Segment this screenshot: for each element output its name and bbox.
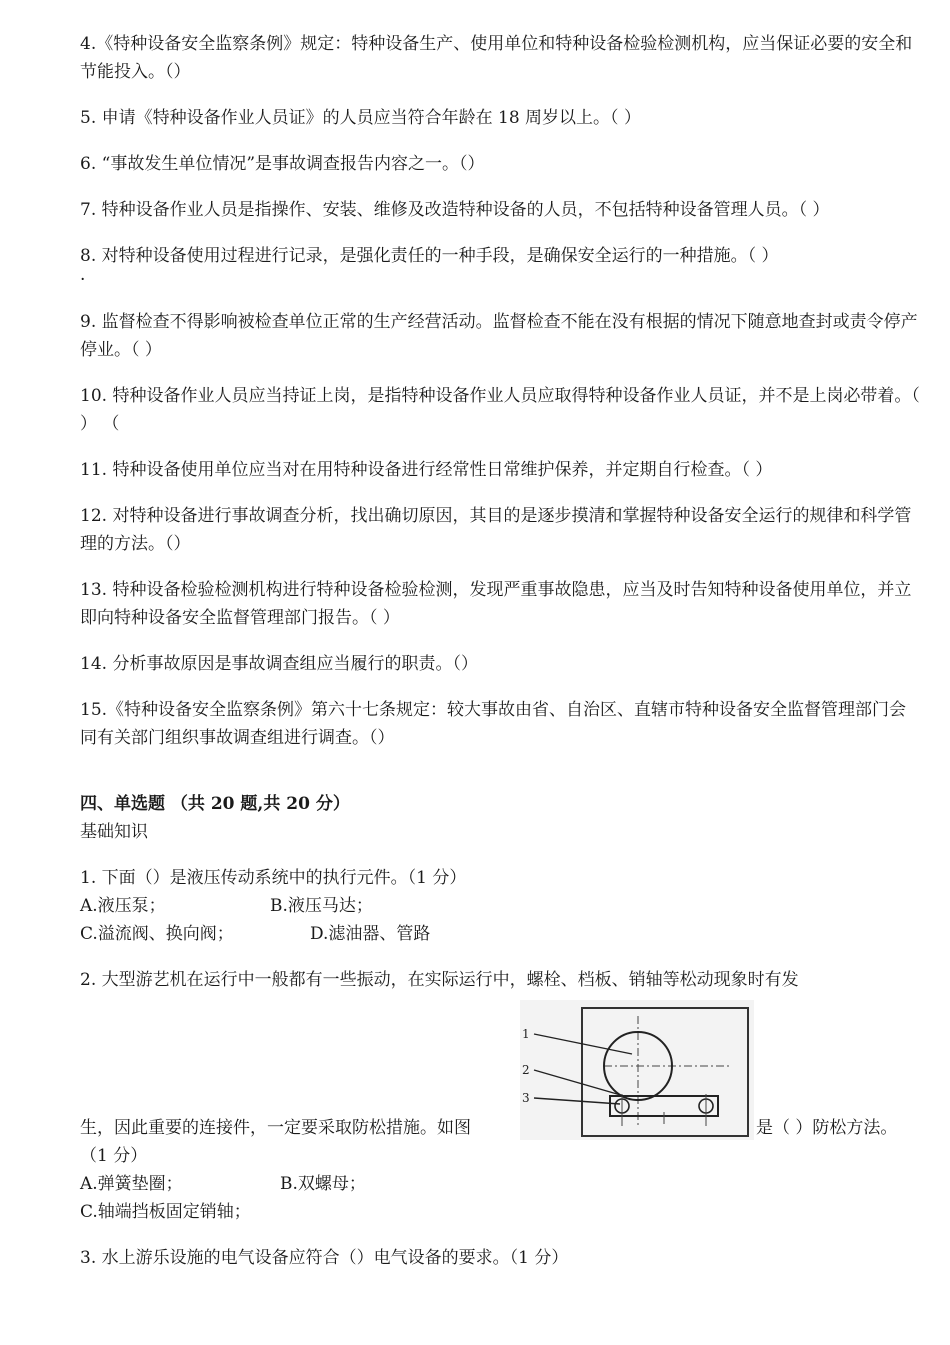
figure-label-2: 2	[522, 1063, 530, 1077]
mc-question-3-stem: 3. 水上游乐设施的电气设备应符合（）电气设备的要求。（1 分）	[80, 1248, 569, 1268]
tf-question-11: 11. 特种设备使用单位应当对在用特种设备进行经常性日常维护保养，并定期自行检查。（ ）	[80, 460, 773, 480]
figure-background	[520, 1000, 754, 1140]
anti-loosening-figure	[520, 1000, 754, 1140]
mc-q1-option-c: C.溢流阀、换向阀；	[80, 924, 234, 944]
tf-question-7: 7. 特种设备作业人员是指操作、安装、维修及改造特种设备的人员，不包括特种设备管理人员。（ ）	[80, 200, 830, 220]
tf-question-13: 13. 特种设备检验检测机构进行特种设备检验检测，发现严重事故隐患，应当及时告知特种设备使用单位，并立即向特种设备安全监督管理部门报告。（ ）	[80, 580, 912, 628]
mc-question-2-options-row-1	[80, 1170, 920, 1198]
mc-question-2	[80, 966, 920, 1226]
figure-label-1: 1	[522, 1027, 530, 1041]
tf-question-10: 10. 特种设备作业人员应当持证上岗，是指特种设备作业人员应取得特种设备作业人员证，并不是上岗必带着。（ ） （	[80, 386, 920, 434]
mc-q2-option-a: A.弹簧垫圈；	[80, 1174, 183, 1194]
mc-q2-option-c: C.轴端挡板固定销轴；	[80, 1202, 251, 1222]
tf-question-5: 5. 申请《特种设备作业人员证》的人员应当符合年龄在 18 周岁以上。（ ）	[80, 108, 641, 128]
mc-question-2-line-2	[80, 994, 920, 1142]
figure-label-3: 3	[522, 1091, 530, 1105]
section-subtitle: 基础知识	[80, 822, 148, 842]
mc-question-2-line-2-left: 生，因此重要的连接件，一定要采取防松措施。如图	[80, 1118, 471, 1138]
mc-question-1	[80, 864, 920, 948]
section-title: 四、单选题 （共 20 题,共 20 分）	[80, 794, 350, 814]
tf-question-8: 8. 对特种设备使用过程进行记录，是强化责任的一种手段，是确保安全运行的一种措施。（ ）	[80, 246, 779, 266]
mc-question-1-options-row-1	[80, 892, 920, 920]
mc-q1-option-d: D.滤油器、管路	[310, 924, 431, 944]
mc-question-1-stem: 1. 下面（）是液压传动系统中的执行元件。（1 分）	[80, 868, 467, 888]
mc-question-1-options-row-2	[80, 920, 920, 948]
tf-question-15: 15.《特种设备安全监察条例》第六十七条规定：较大事故由省、自治区、直辖市特种设备安全监督管理部门会同有关部门组织事故调查组进行调查。（）	[80, 700, 907, 748]
mc-q1-option-b: B.液压马达；	[270, 896, 373, 916]
tf-question-6: 6. “事故发生单位情况”是事故调查报告内容之一。（）	[80, 154, 485, 174]
stray-mark: ·	[80, 270, 86, 290]
document-page	[80, 30, 920, 1290]
tf-question-9: 9. 监督检查不得影响被检查单位正常的生产经营活动。监督检查不能在没有根据的情况下随意地查封或责令停产停业。（ ）	[80, 312, 918, 360]
tf-question-12: 12. 对特种设备进行事故调查分析，找出确切原因，其目的是逐步摸清和掌握特种设备安全运行的规律和科学管理的方法。（）	[80, 506, 912, 554]
mc-q2-option-b: B.双螺母；	[280, 1174, 366, 1194]
mc-question-2-line-1: 2. 大型游艺机在运行中一般都有一些振动，在实际运行中，螺栓、档板、销轴等松动现象时有发	[80, 970, 799, 990]
mc-question-2-line-2-right: 是（ ）防松方法。	[756, 1118, 898, 1138]
tf-question-14: 14. 分析事故原因是事故调查组应当履行的职责。（）	[80, 654, 478, 674]
mc-question-2-line-3: （1 分）	[80, 1146, 148, 1166]
mc-q1-option-a: A.液压泵；	[80, 896, 166, 916]
tf-question-4: 4.《特种设备安全监察条例》规定：特种设备生产、使用单位和特种设备检验检测机构，应当保证必要的安全和节能投入。（）	[80, 34, 913, 82]
